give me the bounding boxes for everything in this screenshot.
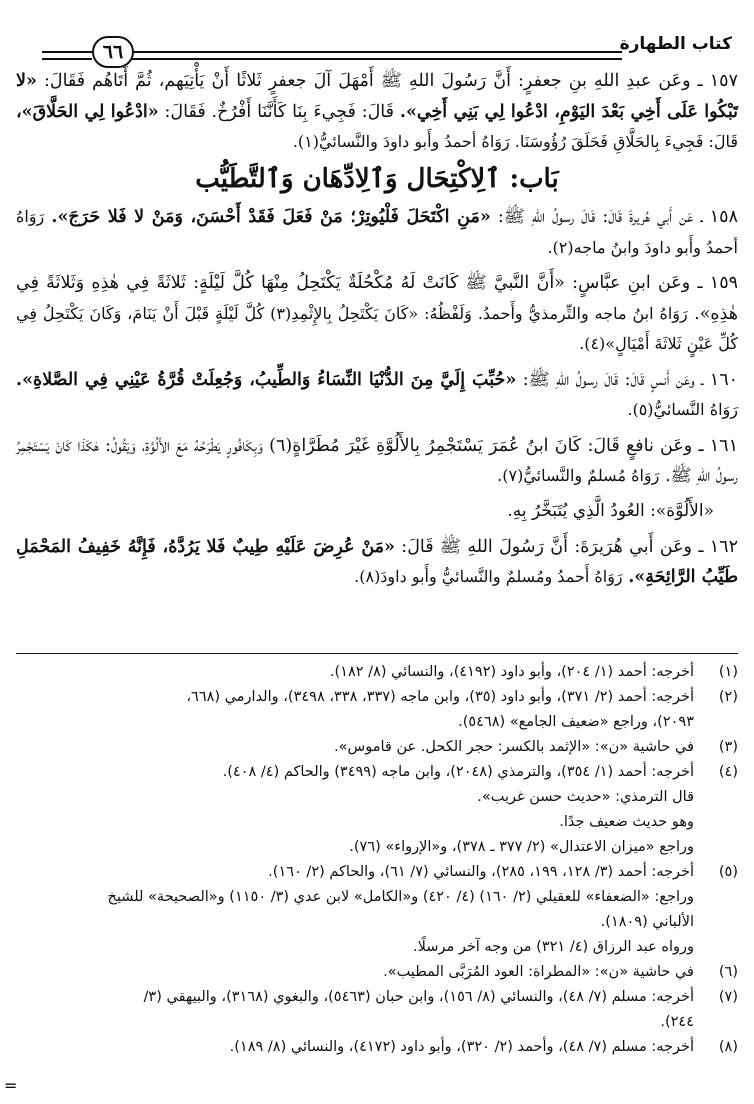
footnote-number: (٢) (718, 689, 738, 705)
footnotes (16, 660, 738, 1060)
hadith-160 (16, 365, 738, 426)
hadith-mid: قَالَ: فَجِيءَ بِنَا كَأَنَّنَا أَفْرُخٌ. فَقَالَ: (164, 101, 395, 122)
footnote-divider (16, 653, 738, 654)
footnote-number: (١) (718, 664, 738, 680)
page-header (16, 22, 738, 66)
hadith-reference: رَوَاهُ النَّسائيُّ(٥). (627, 400, 738, 419)
hadith-number: ١٦٢ ـ (698, 536, 738, 557)
hadith-reference: رَوَاهُ أحمدُ وأَبو داودَ وابنُ ماجه(٢). (16, 207, 738, 257)
footnote-line: ٢٤٤). (660, 1014, 694, 1030)
hadith-intro: وعَن أَبي هُرَيرَةَ: أَنَّ رَسُولَ اللهِ ﷺ قَالَ: (401, 536, 692, 557)
footnote-number: (٧) (718, 989, 738, 1005)
hadith-162 (16, 532, 738, 593)
footnote-number: (٦) (718, 964, 738, 980)
hadith-intro: عَن أَبي هُريرةَ قَالَ: قَالَ رسولُ اللهِ ﷺ: (497, 207, 694, 227)
footnote-7 (16, 985, 738, 1035)
footnote-line: في حاشية «ن»: «المطراة: العود المُرَبَّى المطيب». (383, 964, 694, 980)
footnote-5 (16, 860, 738, 960)
hadith-reference: رَوَاهُ أَحمدُ ومُسلمٌ والنَّسائيُّ وأَبو داودَ(٨). (354, 567, 623, 586)
hadith-quote: «حُبِّبَ إِلَيَّ مِنَ الدُّنْيَا النِّسَاءُ وَالطِّيبُ، وَجُعِلَتْ قُرَّةُ عَيْنِي فِي الصَّلاةِ». (16, 369, 517, 390)
footnote-line: ٢٠٩٣)، وراجع «ضعيف الجامع» (٥٤٦٨). (458, 714, 694, 730)
main-text (16, 66, 738, 598)
footnote-line: في حاشية «ن»: «الإثمد بالكسر: حجر الكحل. عن قاموس». (334, 739, 694, 755)
hadith-quote: «مَنْ عُرِضَ عَلَيْهِ طِيبٌ فَلا يَرُدَّهُ، فَإِنَّهُ خَفِيفُ المَحْمَلِ طَيِّبُ الرَّائِحَةِ». (16, 536, 738, 587)
hadith-157 (16, 66, 738, 158)
hadith-reference: رَوَاهُ مُسلمٌ والنَّسائيُّ(٧). (497, 466, 660, 485)
footnote-line: وراجع «ميزان الاعتدال» (٢/ ٣٧٧ ـ ٣٧٨)، و«الإرواء» (٧٦). (349, 839, 694, 855)
hadith-reference: رَوَاهُ ابنُ ماجه والتِّرمذيُّ وأَحمدُ. وَلَفْظُهُ: «كَانَ يَكْتَحِلُ بِالإِثْمِدِ(٣) كُلَّ لَيْلَةٍ قَبْلَ أَنْ يَنَامَ، وَكَانَ يَكْتَحِلُ فِي كُلِّ عَيْنٍ ثَلاثَةَ أَمْيَالٍ»(٤). (16, 303, 738, 353)
running-title: كتاب الطهارة (619, 34, 732, 54)
footnote-line: الألباني (١٨٠٩). (600, 914, 694, 930)
footnote-line: أخرجه: مسلم (٧/ ٤٨)، والنسائي (٨/ ١٥٦)، وابن حبان (٥٤٦٣)، والبغوي (٣١٦٨)، والبيهقي (٣/ (143, 989, 694, 1005)
footnote-8 (16, 1035, 738, 1060)
footnote-line: قال الترمذي: «حديث حسن غريب». (477, 789, 694, 805)
hadith-intro: وعَن ابنِ عبَّاسٍ: «أَنَّ النَّبيَّ ﷺ كَانَتْ لَهُ مُكْحُلَةٌ يَكْتَحِلُ مِنْهَا كُلَّ لَيْلَةٍ: ثَلاثَةً فِي هٰذِهِ وَثَلاثَةً فِي هٰذِهِ». (16, 273, 738, 324)
footnote-number: (٣) (718, 739, 738, 755)
footnote-line: وراجع: «الضعفاء» للعقيلي (٢/ ١٦٠) (٤/ ٤٢٠) و«الكامل» لابن عدي (٣/ ١١٥٠) و«الصحيحة» للشيخ (107, 889, 694, 905)
hadith-reference: قَالَ: فَجِيءَ بِالحَلَّاقِ فَحَلَقَ رُؤُوسَنَا. رَوَاهُ أحمدُ وأَبو داودَ والنَّسائيُّ(١). (292, 132, 738, 151)
footnote-line: أخرجه: أحمد (١/ ٢٠٤)، وأبو داود (٤١٩٢)، والنسائي (٨/ ١٨٢). (329, 664, 694, 680)
hadith-quote: «مَنِ اكْتَحَلَ فَلْيُوتِرْ؛ مَنْ فَعَلَ فَقَدْ أَحْسَنَ، وَمَنْ لا فَلا حَرَجَ». (51, 207, 491, 227)
hadith-number: ١٥٨ ـ (700, 207, 738, 227)
footnote-2 (16, 685, 738, 735)
hadith-158 (16, 202, 738, 263)
header-rule-left (42, 51, 92, 60)
footnote-6 (16, 960, 738, 985)
footnote-line: أخرجه: أحمد (١/ ٣٥٤)، والترمذي (٢٠٤٨)، وابن ماجه (٣٤٩٩) والحاكم (٤/ ٤٠٨). (222, 764, 694, 780)
page-number: ٦٦ (92, 36, 134, 68)
hadith-intro: وعَن عبدِ اللهِ بنِ جعفرٍ: أَنَّ رَسُولَ اللهِ ﷺ أَمْهَلَ آلَ جعفرٍ ثَلاثًا أَنْ يَأْتِيَهم، ثُمَّ أَتَاهُم فَقَالَ: (43, 71, 691, 91)
hadith-quote: «لا تَبْكُوا عَلَى أَخِي بَعْدَ اليَوْمِ، ادْعُوا لِي بَنِي أَخِي». (16, 71, 739, 122)
footnote-4 (16, 760, 738, 860)
footnote-line: ورواه عبد الرزاق (٤/ ٣٢١) من وجه آخر مرسلًا. (413, 939, 694, 955)
hadith-quote: «ادْعُوا لِي الحَلَّاقَ»، (16, 101, 159, 122)
word-gloss: «الأَلُوَّة»: العُودُ الَّذِي يُتَبَخَّرُ بِهِ. (507, 500, 714, 521)
footnote-line: أخرجه: أحمد (٣/ ١٢٨، ١٩٩، ٢٨٥)، والنسائي (٧/ ٦١)، والحاكم (٢/ ١٦٠). (268, 864, 694, 880)
hadith-161 (16, 431, 738, 492)
footnote-1 (16, 660, 738, 685)
hadith-number: ١٥٩ ـ (697, 273, 738, 293)
footnote-line: أخرجه: مسلم (٧/ ٤٨)، وأحمد (٢/ ٣٢٠)، وأبو داود (٤١٧٢)، والنسائي (٨/ ١٨٩). (229, 1039, 694, 1055)
margin-mark: = (4, 1076, 18, 1095)
hadith-number: ١٦١ ـ (698, 435, 738, 456)
hadith-intro: وعَن نافعٍ قَالَ: كَانَ ابنُ عُمَرَ يَسْتَجْمِرُ بِالأَلُوَّةِ غَيْرَ مُطَرَّاةٍ(٦) وَبِكَافُورٍ يَطْرَحُهُ مَعَ الأَلُوَّةِ، وَيَقُولُ: هٰكَذَا كَانَ يَسْتَجْمِرُ رسولُ اللهِ ﷺ. (16, 435, 738, 486)
footnote-number: (٨) (718, 1039, 738, 1055)
book-page (16, 0, 738, 1104)
footnote-line: وهو حديث ضعيف جدًا. (559, 814, 694, 830)
hadith-number: ١٦٠ ـ (701, 369, 738, 390)
chapter-title: بَاب: ٱلِاكْتِحَال وَٱلِادِّهَان وَٱلتَّطَيُّب (195, 163, 559, 194)
hadith-number: ١٥٧ ـ (697, 71, 738, 91)
footnote-number: (٤) (718, 764, 738, 780)
header-rule-right (130, 51, 622, 60)
footnote-line: أخرجه: أحمد (٢/ ٣٧١)، وأبو داود (٣٥)، وابن ماجه (٣٣٧، ٣٣٨، ٣٤٩٨)، والدارمي (٦٦٨، (186, 689, 694, 705)
footnote-3 (16, 735, 738, 760)
hadith-intro: وعَن أَنسٍ قَالَ: قَالَ رسولُ اللهِ ﷺ: (522, 369, 695, 390)
footnote-number: (٥) (718, 864, 738, 880)
hadith-159 (16, 268, 738, 360)
